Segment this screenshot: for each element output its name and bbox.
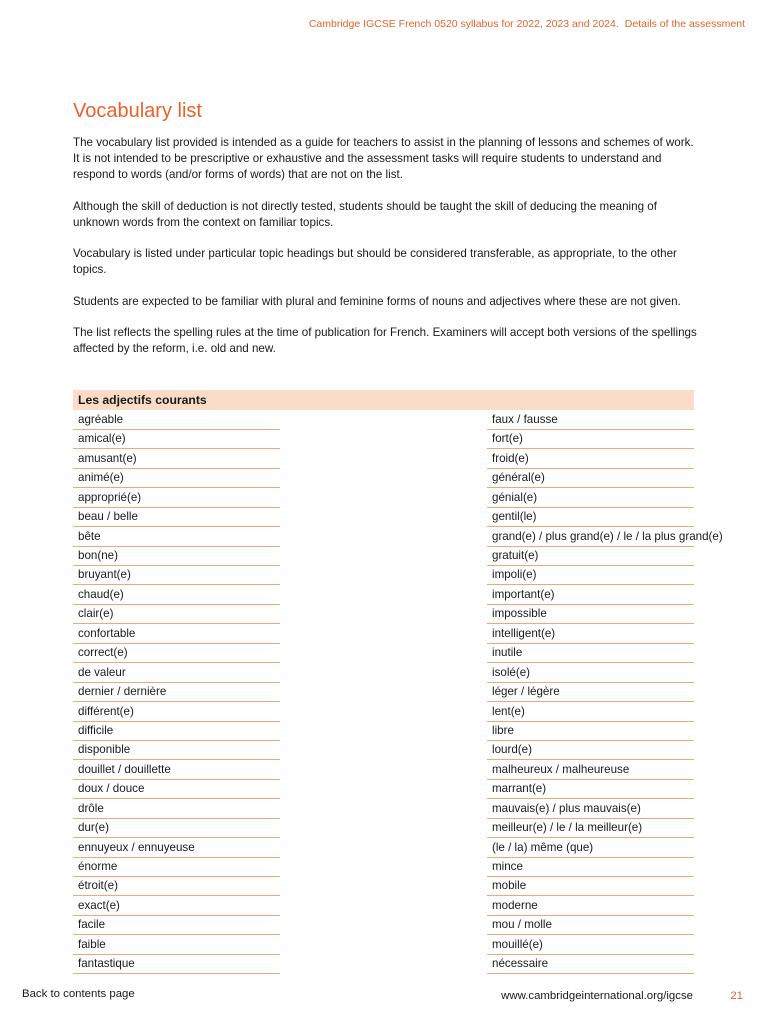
table-row	[73, 468, 694, 487]
vocab-cell-left: chaud(e)	[73, 585, 280, 604]
vocab-cell-right: important(e)	[487, 585, 694, 604]
table-row	[73, 915, 694, 934]
table-row	[73, 488, 694, 507]
vocab-cell-right: isolé(e)	[487, 663, 694, 682]
table-row	[73, 429, 694, 448]
table-row	[73, 799, 694, 818]
vocab-cell-right: (le / la) même (que)	[487, 838, 694, 857]
table-row	[73, 585, 694, 604]
vocab-cell-left: de valeur	[73, 663, 280, 682]
table-row	[73, 663, 694, 682]
column-gap	[280, 682, 487, 701]
table-row	[73, 702, 694, 721]
vocab-cell-left: drôle	[73, 799, 280, 818]
intro-paragraph-2: Although the skill of deduction is not directly tested, students should be taught the skill of deducing the meaning of unknown words from the context on familiar topics.	[73, 199, 657, 229]
vocab-cell-left: correct(e)	[73, 643, 280, 662]
column-gap	[280, 585, 487, 604]
vocab-cell-right: impoli(e)	[487, 566, 694, 585]
header-syllabus: Cambridge IGCSE French 0520 syllabus for 2022, 2023 and 2024.	[308, 18, 619, 30]
column-gap	[280, 721, 487, 740]
vocab-cell-left: bête	[73, 527, 280, 546]
column-gap	[280, 818, 487, 837]
vocab-cell-left: dur(e)	[73, 818, 280, 837]
table-row	[73, 779, 694, 798]
column-gap	[280, 663, 487, 682]
table-row	[73, 896, 694, 915]
vocab-cell-left: disponible	[73, 740, 280, 759]
column-gap	[280, 740, 487, 759]
vocab-cell-left: exact(e)	[73, 896, 280, 915]
vocab-cell-left: différent(e)	[73, 702, 280, 721]
vocab-cell-left: dernier / dernière	[73, 682, 280, 701]
table-row	[73, 507, 694, 526]
column-gap	[280, 838, 487, 857]
column-gap	[280, 954, 487, 973]
column-gap	[280, 896, 487, 915]
vocab-cell-right: nécessaire	[487, 954, 694, 973]
vocab-cell-left: animé(e)	[73, 468, 280, 487]
vocab-cell-right: léger / légère	[487, 682, 694, 701]
back-to-contents-link[interactable]: Back to contents page	[22, 988, 135, 1000]
vocab-cell-left: doux / douce	[73, 779, 280, 798]
vocab-cell-left: douillet / douillette	[73, 760, 280, 779]
vocab-cell-left: beau / belle	[73, 507, 280, 526]
vocab-cell-right: général(e)	[487, 468, 694, 487]
vocab-cell-right: fort(e)	[487, 429, 694, 448]
page-number: 21	[730, 990, 743, 1002]
table-row	[73, 857, 694, 876]
vocab-cell-right: gentil(le)	[487, 507, 694, 526]
vocab-cell-left: agréable	[73, 410, 280, 429]
vocab-cell-right: mince	[487, 857, 694, 876]
column-gap	[280, 799, 487, 818]
table-body	[73, 410, 723, 974]
vocab-cell-right: lent(e)	[487, 702, 694, 721]
table-header-row	[73, 390, 694, 410]
column-gap	[280, 410, 487, 429]
column-gap	[280, 935, 487, 954]
column-gap	[280, 702, 487, 721]
vocab-cell-right: marrant(e)	[487, 779, 694, 798]
column-gap	[280, 857, 487, 876]
column-gap	[280, 566, 487, 585]
vocab-cell-left: amusant(e)	[73, 449, 280, 468]
column-gap	[280, 604, 487, 623]
table-row	[73, 410, 694, 429]
column-gap	[280, 643, 487, 662]
intro-paragraph-1: The vocabulary list provided is intended as a guide for teachers to assist in the planning of lessons and schemes of work. It is not intended to be prescriptive or exhaustive and the assessment tasks will require students to understand and respond to words (and/or forms of words) that are not on the list.	[73, 136, 694, 181]
table-row	[73, 818, 694, 837]
vocab-cell-right: génial(e)	[487, 488, 694, 507]
vocab-cell-left: clair(e)	[73, 604, 280, 623]
vocabulary-table	[73, 390, 723, 974]
vocab-cell-left: bon(ne)	[73, 546, 280, 565]
main-content	[73, 98, 698, 373]
intro-paragraph-3: Vocabulary is listed under particular topic headings but should be considered transferable, as appropriate, to the other topics.	[73, 247, 677, 276]
vocab-cell-right: impossible	[487, 604, 694, 623]
vocab-cell-left: bruyant(e)	[73, 566, 280, 585]
vocab-cell-right: mou / molle	[487, 915, 694, 934]
column-gap	[280, 429, 487, 448]
vocab-cell-right: malheureux / malheureuse	[487, 760, 694, 779]
table-row	[73, 935, 694, 954]
table-row	[73, 546, 694, 565]
vocab-cell-right: froid(e)	[487, 449, 694, 468]
column-gap	[280, 468, 487, 487]
table-row	[73, 566, 694, 585]
vocab-cell-right: mauvais(e) / plus mauvais(e)	[487, 799, 694, 818]
table-row	[73, 877, 694, 896]
vocab-cell-left: étroit(e)	[73, 877, 280, 896]
column-gap	[280, 527, 487, 546]
vocab-cell-right: grand(e) / plus grand(e) / le / la plus grand(e)	[487, 527, 694, 546]
vocab-cell-left: fantastique	[73, 954, 280, 973]
vocab-cell-left: difficile	[73, 721, 280, 740]
vocab-cell-left: confortable	[73, 624, 280, 643]
table-row	[73, 954, 694, 973]
vocab-cell-right: moderne	[487, 896, 694, 915]
footer-url[interactable]: www.cambridgeinternational.org/igcse	[501, 990, 693, 1002]
table-row	[73, 604, 694, 623]
table-row	[73, 760, 694, 779]
vocab-cell-right: mobile	[487, 877, 694, 896]
vocab-cell-right: lourd(e)	[487, 740, 694, 759]
column-gap	[280, 915, 487, 934]
intro-paragraph-5: The list reflects the spelling rules at the time of publication for French. Examiners will accept both versions of the spellings affected by the reform, i.e. old and new.	[73, 326, 697, 355]
table-row	[73, 682, 694, 701]
table-row	[73, 740, 694, 759]
table-row	[73, 624, 694, 643]
vocab-cell-left: énorme	[73, 857, 280, 876]
vocab-cell-right: libre	[487, 721, 694, 740]
column-gap	[280, 449, 487, 468]
table-row	[73, 643, 694, 662]
vocab-cell-right: meilleur(e) / le / la meilleur(e)	[487, 818, 694, 837]
table-row	[73, 838, 694, 857]
vocab-cell-left: facile	[73, 915, 280, 934]
column-gap	[280, 488, 487, 507]
vocab-cell-right: gratuit(e)	[487, 546, 694, 565]
header-section: Details of the assessment	[624, 18, 745, 30]
intro-paragraph-4: Students are expected to be familiar with plural and feminine forms of nouns and adjectives where these are not given.	[73, 294, 681, 308]
vocab-cell-left: amical(e)	[73, 429, 280, 448]
column-gap	[280, 624, 487, 643]
column-gap	[280, 779, 487, 798]
column-gap	[280, 546, 487, 565]
vocab-cell-right: inutile	[487, 643, 694, 662]
table-row	[73, 449, 694, 468]
table-heading: Les adjectifs courants	[73, 390, 694, 410]
vocab-cell-right: faux / fausse	[487, 410, 694, 429]
column-gap	[280, 877, 487, 896]
vocab-cell-left: faible	[73, 935, 280, 954]
running-header	[309, 18, 745, 30]
vocab-cell-left: ennuyeux / ennuyeuse	[73, 838, 280, 857]
vocab-cell-right: mouillé(e)	[487, 935, 694, 954]
table-row	[73, 721, 694, 740]
vocab-cell-right: intelligent(e)	[487, 624, 694, 643]
column-gap	[280, 760, 487, 779]
page-title: Vocabulary list	[73, 100, 202, 122]
column-gap	[280, 507, 487, 526]
vocab-cell-left: approprié(e)	[73, 488, 280, 507]
table-row	[73, 527, 694, 546]
